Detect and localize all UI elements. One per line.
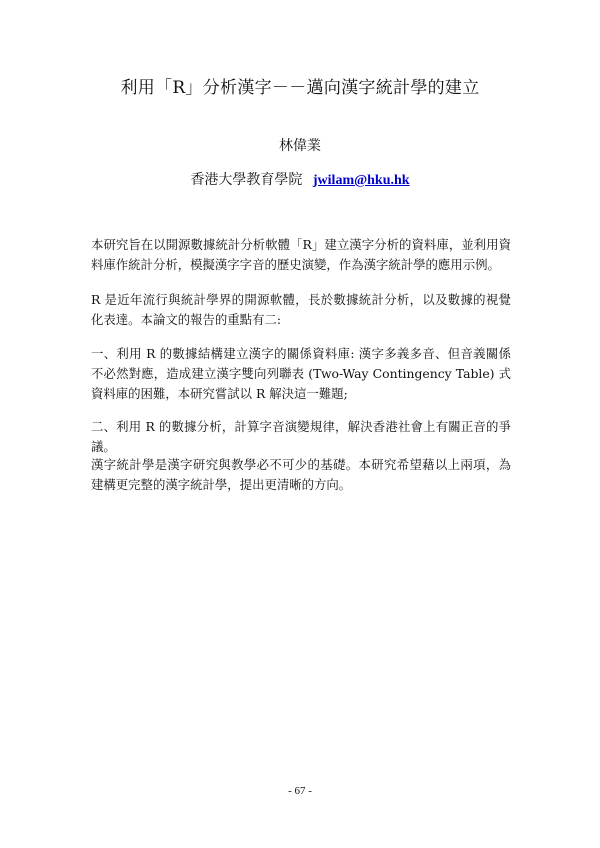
author-name: 林偉業 [279,138,321,154]
abstract-paragraph-5: 漢字統計學是漢字研究與教學必不可少的基礎。本研究希望藉以上兩項，為建構更完整的漢字統計學，提出更清晰的方向。 [91,457,511,492]
author-affiliation [0,170,600,191]
page-number: - 67 - [288,785,312,797]
abstract-paragraph-3: 一、利用 R 的數據結構建立漢字的關係資料庫: 漢字多義多音、但音義關係不必然對應，造成建立漢字雙向列聯表 (Two-Way Contingency Table) 式資料庫的困難，本研究嘗試以 R 解決這一難題; [91,346,511,401]
abstract-paragraph-4: 二、利用 R 的數據分析，計算字音演變規律，解決香港社會上有關正音的爭議。 [91,419,511,454]
abstract-paragraph-1: 本研究旨在以開源數據統計分析軟體「R」建立漢字分析的資料庫，並利用資料庫作統計分析，模擬漢字字音的歷史演變，作為漢字統計學的應用示例。 [91,237,511,272]
affiliation-name: 香港大學教育學院 [190,172,303,188]
author-email-link[interactable]: jwilam@hku.hk [312,173,410,188]
paper-title: 利用「R」分析漢字－－邁向漢字統計學的建立 [120,78,480,98]
abstract-paragraph-2: R 是近年流行與統計學界的開源軟體，長於數據統計分析，以及數據的視覺化表達。本論文的報告的重點有二: [91,292,511,327]
